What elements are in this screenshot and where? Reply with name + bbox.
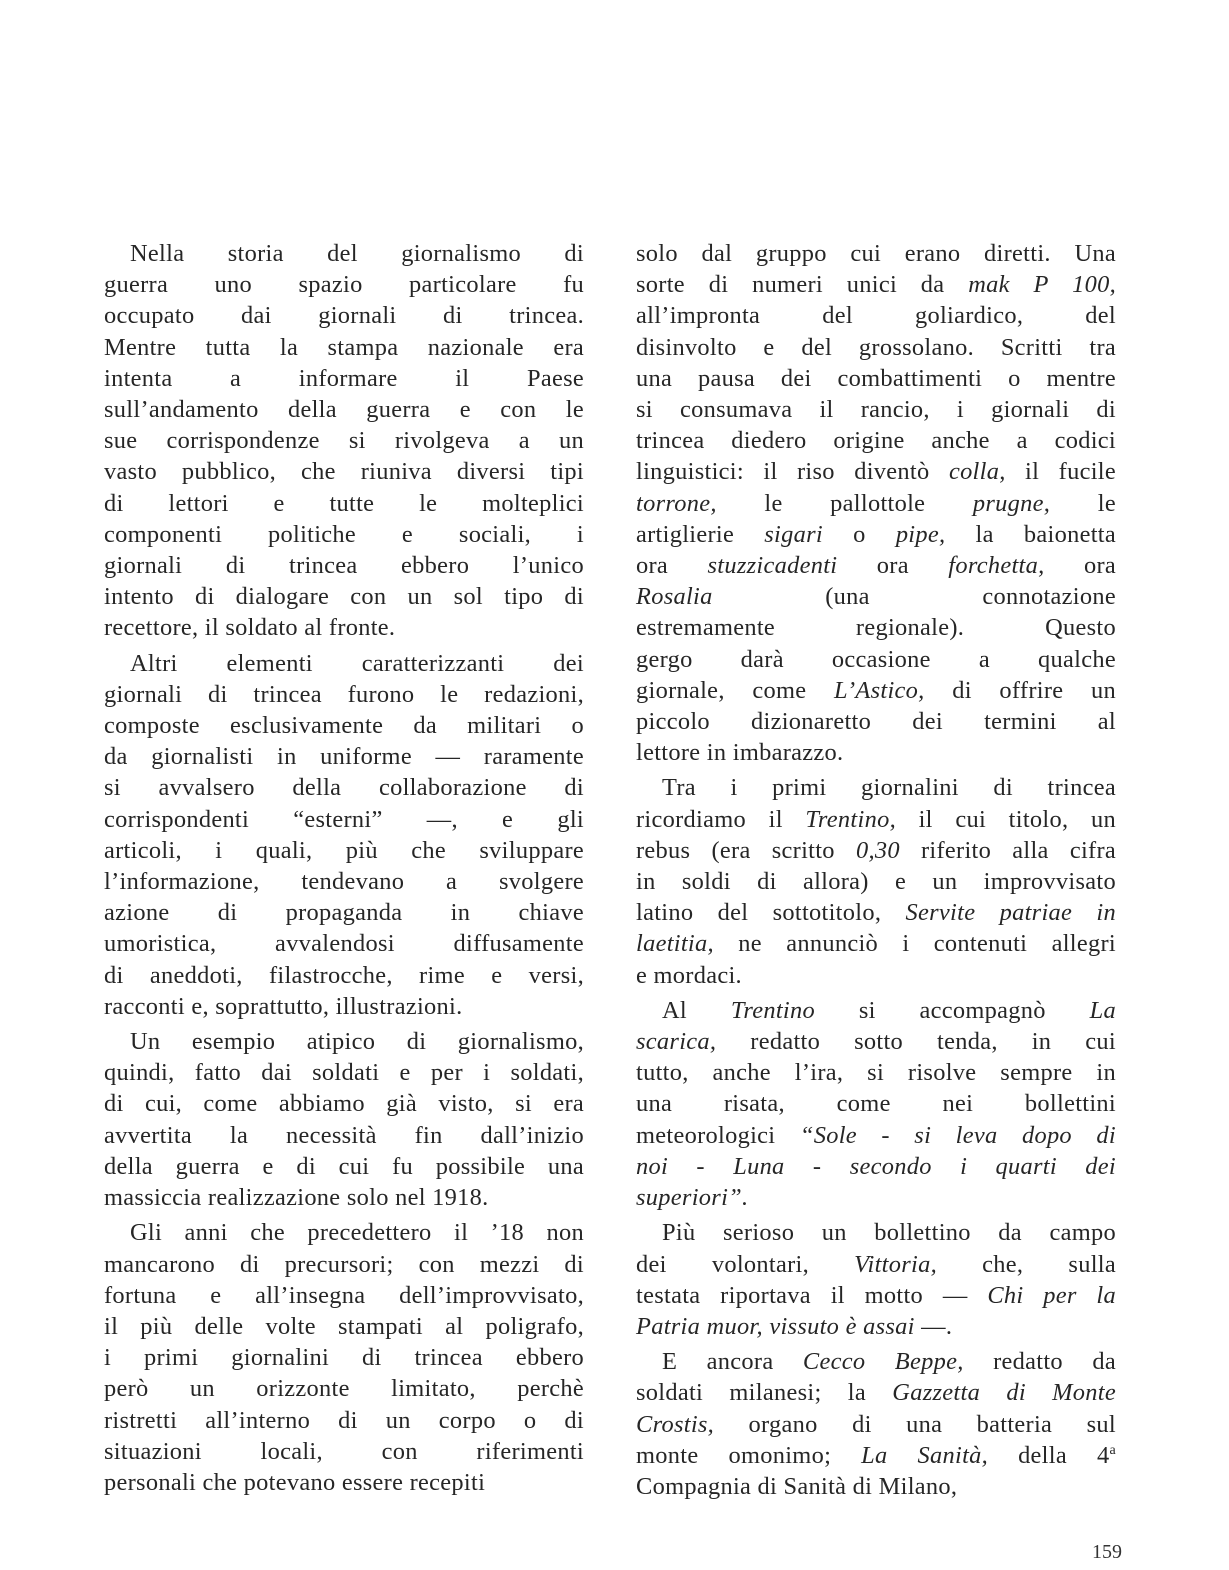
paragraph: [636, 1346, 1116, 1502]
text-line: [636, 772, 1116, 803]
text-segment: ora: [1044, 552, 1116, 580]
text-line: [636, 1120, 1116, 1151]
italic-text: Rosalia: [636, 583, 713, 611]
text-segment: una pausa dei combattimenti o mentre: [636, 364, 1116, 392]
text-line: intento di dialogare con un sol tipo di: [104, 583, 584, 611]
text-line: guerra uno spazio particolare fu: [104, 271, 584, 299]
text-line: sue corrispondenze si rivolgeva a un: [104, 427, 584, 455]
text-line: [636, 269, 1116, 300]
paragraph: [636, 238, 1116, 768]
text-segment: le: [1050, 489, 1116, 517]
text-line: ristretti all’interno di un corpo o di: [104, 1406, 584, 1434]
text-segment: ne annunciò i contenuti allegri: [713, 930, 1116, 958]
italic-text: Gazzetta di Monte: [892, 1379, 1116, 1407]
text-line: [636, 425, 1116, 456]
text-segment: piccolo dizionaretto dei termini al: [636, 708, 1116, 736]
italic-text: Chi per la: [987, 1281, 1117, 1309]
text-segment: o: [823, 520, 896, 548]
text-segment: si accompagnò: [815, 996, 1090, 1024]
text-line: intenta a informare il Paese: [104, 364, 584, 392]
italic-text: Patria muor, vissuto è assai: [636, 1312, 915, 1340]
text-line: l’informazione, tendevano a svolgere: [104, 868, 584, 896]
text-line: [636, 706, 1116, 737]
paragraph: [104, 238, 584, 644]
text-line: [636, 1249, 1116, 1280]
text-segment: linguistici: il riso diventò: [636, 458, 949, 486]
text-line: [636, 737, 1116, 768]
text-segment: giornale, come: [636, 676, 835, 704]
text-line: [636, 1151, 1116, 1182]
italic-text: La: [1089, 996, 1116, 1024]
text-line: Mentre tutta la stampa nazionale era: [104, 333, 584, 361]
text-segment: le pallottole: [716, 489, 973, 517]
text-line: da giornalisti in uniforme — raramente: [104, 743, 584, 771]
text-segment: monte omonimo;: [636, 1441, 862, 1469]
page-number: 159: [1092, 1541, 1122, 1563]
italic-text: Crostis,: [636, 1410, 715, 1438]
text-segment: lettore in imbarazzo.: [636, 739, 844, 767]
text-segment: rebus (era scritto: [636, 836, 856, 864]
text-segment: redatto da: [963, 1348, 1116, 1376]
text-segment: estremamente regionale). Questo: [636, 614, 1116, 642]
text-line: articoli, i quali, più che sviluppare: [104, 836, 584, 864]
paragraph: [104, 1026, 584, 1213]
italic-text: noi - Luna - secondo i quarti dei: [636, 1152, 1116, 1180]
text-line: quindi, fatto dai soldati e per i soldati,: [104, 1059, 584, 1087]
italic-text: laetitia,: [636, 930, 714, 958]
text-line: mancarono di precursori; con mezzi di: [104, 1250, 584, 1278]
text-line: [636, 612, 1116, 643]
italic-text: Trentino,: [805, 805, 896, 833]
italic-text: Servite patriae in: [905, 899, 1116, 927]
text-segment: gergo darà occasione a qualche: [636, 645, 1116, 673]
text-line: il più delle volte stampati al poligrafo,: [104, 1312, 584, 1340]
italic-text: Vittoria,: [854, 1250, 938, 1278]
text-segment: Tra i primi giornalini di trincea: [662, 774, 1116, 802]
text-segment: ora: [636, 552, 708, 580]
text-line: [636, 519, 1116, 550]
text-line: [636, 835, 1116, 866]
text-segment: (una connotazione: [712, 583, 1116, 611]
text-line: Un esempio atipico di giornalismo,: [130, 1028, 584, 1056]
text-line: massiccia realizzazione solo nel 1918.: [104, 1184, 489, 1212]
text-segment: il cui titolo, un: [895, 805, 1116, 833]
left-column: [104, 238, 584, 1502]
text-line: vasto pubblico, che riuniva diversi tipi: [104, 458, 584, 486]
text-line: [636, 675, 1116, 706]
text-segment: Compagnia di Sanità di Milano,: [636, 1472, 958, 1500]
italic-text: stuzzicadenti: [707, 552, 838, 580]
italic-text: L’Astico,: [834, 676, 925, 704]
paragraph: [104, 1217, 584, 1498]
italic-text: Trentino: [730, 996, 815, 1024]
text-segment: di offrire un: [924, 676, 1116, 704]
text-line: [636, 363, 1116, 394]
right-column: [636, 238, 1116, 1506]
text-segment: —.: [914, 1312, 953, 1340]
paragraph: [636, 995, 1116, 1213]
text-line: [636, 1217, 1116, 1248]
text-line: [636, 804, 1116, 835]
text-line: avvertita la necessità fin dall’inizio: [104, 1121, 584, 1149]
text-segment: la baionetta: [945, 520, 1117, 548]
text-line: Gli anni che precedettero il ’18 non: [130, 1219, 584, 1247]
text-line: personali che potevano essere recepiti: [104, 1468, 486, 1496]
text-line: situazioni locali, con riferimenti: [104, 1437, 584, 1465]
text-line: [636, 1471, 1116, 1502]
text-line: i primi giornalini di trincea ebbero: [104, 1344, 584, 1372]
text-line: [636, 1440, 1116, 1471]
text-line: [636, 394, 1116, 425]
text-segment: E ancora: [662, 1348, 803, 1376]
italic-text: scarica,: [636, 1028, 717, 1056]
italic-text: torrone,: [636, 489, 717, 517]
paragraph: [636, 1217, 1116, 1342]
italic-text: pipe,: [895, 520, 946, 548]
text-segment: ora: [837, 552, 949, 580]
text-line: [636, 866, 1116, 897]
text-line: [636, 1377, 1116, 1408]
text-line: recettore, il soldato al fronte.: [104, 614, 396, 642]
text-line: [636, 238, 1116, 269]
italic-text: mak P 100,: [968, 271, 1116, 299]
text-segment: solo dal gruppo cui erano diretti. Una: [636, 240, 1116, 267]
text-line: si avvalsero della collaborazione di: [104, 774, 584, 802]
text-segment: trincea diedero origine anche a codici: [636, 427, 1116, 455]
text-line: [636, 928, 1116, 959]
text-line: [636, 332, 1116, 363]
text-segment: latino del sottotitolo,: [636, 899, 906, 927]
text-line: di aneddoti, filastrocche, rime e versi,: [104, 961, 584, 989]
text-segment: riferito alla cifra: [899, 836, 1116, 864]
text-line: [636, 1311, 1116, 1342]
text-segment: disinvolto e del grossolano. Scritti tra: [636, 333, 1116, 361]
text-line: [636, 1088, 1116, 1119]
text-line: [636, 1346, 1116, 1377]
text-line: [636, 1280, 1116, 1311]
text-segment: tutto, anche l’ira, si risolve sempre in: [636, 1059, 1116, 1087]
text-line: [636, 1026, 1116, 1057]
text-segment: una risata, come nei bollettini: [636, 1090, 1116, 1118]
paragraph: [104, 648, 584, 1022]
superscript-text: a: [1109, 1442, 1116, 1458]
text-line: giornali di trincea ebbero l’unico: [104, 552, 584, 580]
text-line: [636, 300, 1116, 331]
text-line: di lettori e tutte le molteplici: [104, 489, 584, 517]
paragraph: [636, 772, 1116, 990]
text-line: però un orizzonte limitato, perchè: [104, 1375, 584, 1403]
text-line: composte esclusivamente da militari o: [104, 712, 584, 740]
text-line: racconti e, soprattutto, illustrazioni.: [104, 992, 463, 1020]
text-segment: organo di una batteria sul: [714, 1410, 1116, 1438]
text-segment: all’impronta del goliardico, del: [636, 302, 1116, 330]
italic-text: sigari: [764, 520, 823, 548]
italic-text: superiori”.: [636, 1184, 749, 1212]
italic-text: prugne,: [972, 489, 1051, 517]
italic-text: La Sanità,: [861, 1441, 989, 1469]
text-segment: e mordaci.: [636, 961, 742, 989]
text-line: di cui, come abbiamo già visto, si era: [104, 1090, 584, 1118]
text-line: fortuna e all’insegna dell’improvvisato,: [104, 1281, 584, 1309]
text-segment: si consumava il rancio, i giornali di: [636, 396, 1116, 424]
text-line: azione di propaganda in chiave: [104, 899, 584, 927]
text-line: [636, 644, 1116, 675]
text-segment: che, sulla: [937, 1250, 1116, 1278]
text-segment: meteorologici: [636, 1121, 800, 1149]
text-segment: in soldi di allora) e un improvvisato: [636, 868, 1116, 896]
italic-text: colla,: [948, 458, 1006, 486]
text-line: componenti politiche e sociali, i: [104, 520, 584, 548]
italic-text: “Sole - si leva dopo di: [799, 1121, 1116, 1149]
text-segment: redatto sotto tenda, in cui: [716, 1028, 1116, 1056]
italic-text: 0,30: [855, 836, 900, 864]
text-line: [636, 456, 1116, 487]
text-segment: sorte di numeri unici da: [636, 271, 969, 299]
text-segment: della 4: [988, 1441, 1110, 1469]
text-line: umoristica, avvalendosi diffusamente: [104, 930, 584, 958]
text-line: giornali di trincea furono le redazioni,: [104, 680, 584, 708]
text-line: [636, 897, 1116, 928]
text-segment: Più serioso un bollettino da campo: [662, 1219, 1116, 1247]
italic-text: forchetta,: [948, 552, 1045, 580]
text-line: [636, 550, 1116, 581]
text-segment: Al: [662, 996, 731, 1024]
text-line: [636, 488, 1116, 519]
text-segment: il fucile: [1005, 458, 1116, 486]
text-segment: dei volontari,: [636, 1250, 855, 1278]
text-line: occupato dai giornali di trincea.: [104, 302, 584, 330]
text-segment: soldati milanesi; la: [636, 1379, 893, 1407]
text-line: [636, 581, 1116, 612]
text-segment: testata riportava il motto —: [636, 1281, 988, 1309]
text-line: corrispondenti “esterni” —, e gli: [104, 805, 584, 833]
text-line: [636, 1409, 1116, 1440]
text-line: [636, 995, 1116, 1026]
text-segment: artiglierie: [636, 520, 765, 548]
text-line: [636, 1057, 1116, 1088]
text-line: [636, 1182, 1116, 1213]
text-line: sull’andamento della guerra e con le: [104, 396, 584, 424]
text-segment: ricordiamo il: [636, 805, 806, 833]
text-line: Nella storia del giornalismo di: [130, 240, 584, 267]
text-line: Altri elementi caratterizzanti dei: [130, 649, 584, 677]
text-line: [636, 960, 1116, 991]
italic-text: Cecco Beppe,: [802, 1348, 964, 1376]
text-line: della guerra e di cui fu possibile una: [104, 1152, 584, 1180]
